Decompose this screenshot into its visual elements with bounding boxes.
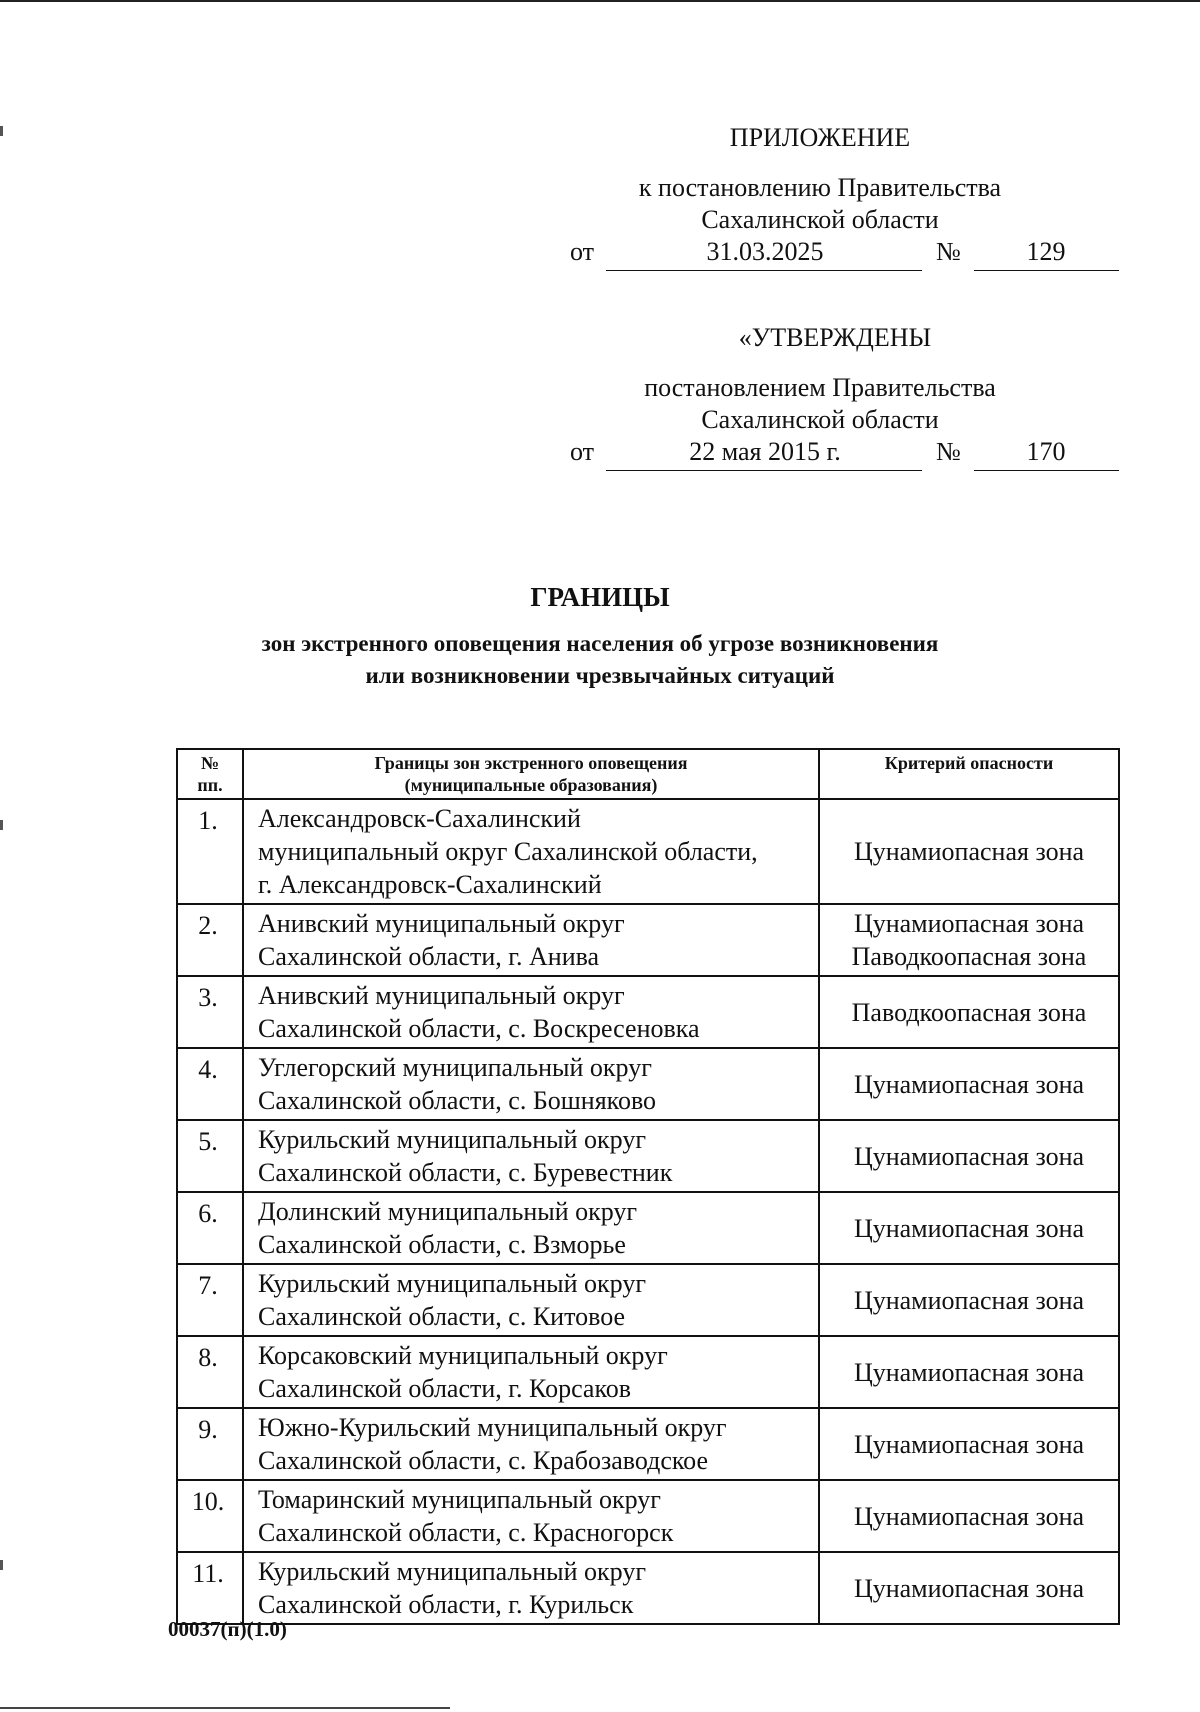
- row-criterion: [819, 904, 1119, 976]
- row-place: [243, 1264, 819, 1336]
- header-zone-line1: Границы зон экстренного оповещения: [374, 753, 688, 773]
- table-row: [177, 799, 1119, 904]
- table-row: [177, 1480, 1119, 1552]
- appendix-no-label: №: [936, 237, 961, 266]
- place-line: Анивский муниципальный округ: [258, 909, 625, 938]
- place-line: Анивский муниципальный округ: [258, 981, 625, 1010]
- criterion-line: Цунамиопасная зона: [853, 909, 1085, 938]
- appendix-date: 31.03.2025: [706, 237, 824, 266]
- table-row: [177, 976, 1119, 1048]
- row-number: 11.: [177, 1552, 243, 1624]
- scan-top-edge: [0, 0, 1200, 2]
- place-line: Курильский муниципальный округ: [258, 1269, 647, 1298]
- approved-number: 170: [1026, 437, 1066, 466]
- document-title: ГРАНИЦЫ: [530, 582, 670, 612]
- appendix-line2: Сахалинской области: [701, 205, 939, 234]
- place-line: Сахалинской области, с. Красногорск: [258, 1518, 674, 1547]
- approved-number-underline: [974, 470, 1119, 471]
- row-criterion: [819, 799, 1119, 904]
- place-line: Томаринский муниципальный округ: [258, 1485, 661, 1514]
- criterion-line: Цунамиопасная зона: [853, 1357, 1085, 1387]
- row-number: 10.: [177, 1480, 243, 1552]
- place-line: Корсаковский муниципальный округ: [258, 1341, 668, 1370]
- place-line: Курильский муниципальный округ: [258, 1557, 647, 1586]
- table-row: [177, 1264, 1119, 1336]
- place-line: Александровск-Сахалинский: [258, 804, 581, 833]
- row-number: 7.: [177, 1264, 243, 1336]
- appendix-date-underline: [606, 270, 922, 271]
- appendix-number: 129: [1026, 237, 1066, 266]
- document-subtitle-line2: или возникновении чрезвычайных ситуаций: [365, 663, 835, 688]
- table-row: [177, 1192, 1119, 1264]
- row-place: [243, 904, 819, 976]
- header-zone: [243, 749, 819, 799]
- criterion-line: Цунамиопасная зона: [853, 1141, 1085, 1171]
- approved-from-label: от: [570, 437, 595, 466]
- place-line: муниципальный округ Сахалинской области,: [258, 837, 758, 866]
- zones-table: [176, 748, 1120, 1625]
- criterion-line: Цунамиопасная зона: [853, 837, 1085, 866]
- place-line: Сахалинской области, г. Анива: [258, 942, 600, 971]
- criterion-line: Цунамиопасная зона: [853, 1213, 1085, 1243]
- place-line: Курильский муниципальный округ: [258, 1125, 647, 1154]
- header-number: [177, 749, 243, 799]
- document-subtitle-line1: зон экстренного оповещения населения об угрозе возникновения: [261, 631, 939, 656]
- criterion-line: Цунамиопасная зона: [853, 1573, 1085, 1603]
- row-number: 3.: [177, 976, 243, 1048]
- row-place: [243, 1408, 819, 1480]
- document-subtitle: [0, 628, 1200, 692]
- row-criterion: [819, 1408, 1119, 1480]
- place-line: Долинский муниципальный округ: [258, 1197, 638, 1226]
- row-place: [243, 1192, 819, 1264]
- place-line: Сахалинской области, с. Воскресеновка: [258, 1014, 700, 1043]
- appendix-title: ПРИЛОЖЕНИЕ: [729, 123, 911, 152]
- place-line: Углегорский муниципальный округ: [258, 1053, 652, 1082]
- row-number: 9.: [177, 1408, 243, 1480]
- row-place: [243, 1048, 819, 1120]
- row-criterion: [819, 1552, 1119, 1624]
- row-number: 6.: [177, 1192, 243, 1264]
- table-row: [177, 904, 1119, 976]
- row-place: [243, 799, 819, 904]
- place-line: Сахалинской области, с. Буревестник: [258, 1158, 673, 1187]
- place-line: Сахалинской области, с. Крабозаводское: [258, 1446, 709, 1475]
- row-place: [243, 1480, 819, 1552]
- approved-date: 22 мая 2015 г.: [689, 437, 841, 466]
- place-line: Сахалинской области, с. Китовое: [258, 1302, 626, 1331]
- approved-date-underline: [606, 470, 922, 471]
- row-place: [243, 1120, 819, 1192]
- row-criterion: [819, 976, 1119, 1048]
- place-line: Сахалинской области, с. Бошняково: [258, 1086, 657, 1115]
- criterion-line: Цунамиопасная зона: [853, 1069, 1085, 1099]
- row-place: [243, 1552, 819, 1624]
- row-number: 1.: [177, 799, 243, 904]
- footer-code: 00037(п)(1.0): [168, 1617, 287, 1641]
- header-zone-line2: (муниципальные образования): [404, 775, 658, 795]
- row-criterion: [819, 1264, 1119, 1336]
- place-line: Сахалинской области, г. Курильск: [258, 1590, 634, 1619]
- criterion-line: Цунамиопасная зона: [853, 1285, 1085, 1315]
- table-row: [177, 1120, 1119, 1192]
- approved-line2: Сахалинской области: [701, 405, 939, 434]
- appendix-line1: к постановлению Правительства: [638, 173, 1002, 202]
- row-number: 8.: [177, 1336, 243, 1408]
- row-criterion: [819, 1336, 1119, 1408]
- table-header-row: [177, 749, 1119, 799]
- criterion-line: Паводкоопасная зона: [851, 942, 1087, 971]
- row-criterion: [819, 1192, 1119, 1264]
- row-place: [243, 1336, 819, 1408]
- table-row: [177, 1048, 1119, 1120]
- table-row: [177, 1408, 1119, 1480]
- scan-edge-mark: [0, 126, 3, 136]
- scan-bottom-edge: [0, 1707, 450, 1709]
- scan-edge-mark: [0, 820, 3, 830]
- header-criterion: Критерий опасности: [819, 749, 1119, 799]
- row-criterion: [819, 1480, 1119, 1552]
- approved-no-label: №: [936, 437, 961, 466]
- row-criterion: [819, 1120, 1119, 1192]
- table-row: [177, 1336, 1119, 1408]
- appendix-from-label: от: [570, 237, 595, 266]
- row-number: 2.: [177, 904, 243, 976]
- place-line: г. Александровск-Сахалинский: [258, 870, 602, 899]
- criterion-line: Цунамиопасная зона: [853, 1429, 1085, 1459]
- approved-title: «УТВЕРЖДЕНЫ: [738, 323, 932, 352]
- scan-edge-mark: [0, 1560, 3, 1570]
- row-criterion: [819, 1048, 1119, 1120]
- header-number-line2: пп.: [197, 775, 223, 795]
- row-number: 4.: [177, 1048, 243, 1120]
- table-row: [177, 1552, 1119, 1624]
- place-line: Сахалинской области, г. Корсаков: [258, 1374, 632, 1403]
- row-place: [243, 976, 819, 1048]
- header-number-line1: №: [200, 753, 220, 773]
- place-line: Сахалинской области, с. Взморье: [258, 1230, 626, 1259]
- approved-line1: постановлением Правительства: [644, 373, 996, 402]
- row-number: 5.: [177, 1120, 243, 1192]
- place-line: Южно-Курильский муниципальный округ: [258, 1413, 727, 1442]
- criterion-line: Цунамиопасная зона: [853, 1501, 1085, 1531]
- criterion-line: Паводкоопасная зона: [851, 997, 1087, 1027]
- appendix-number-underline: [974, 270, 1119, 271]
